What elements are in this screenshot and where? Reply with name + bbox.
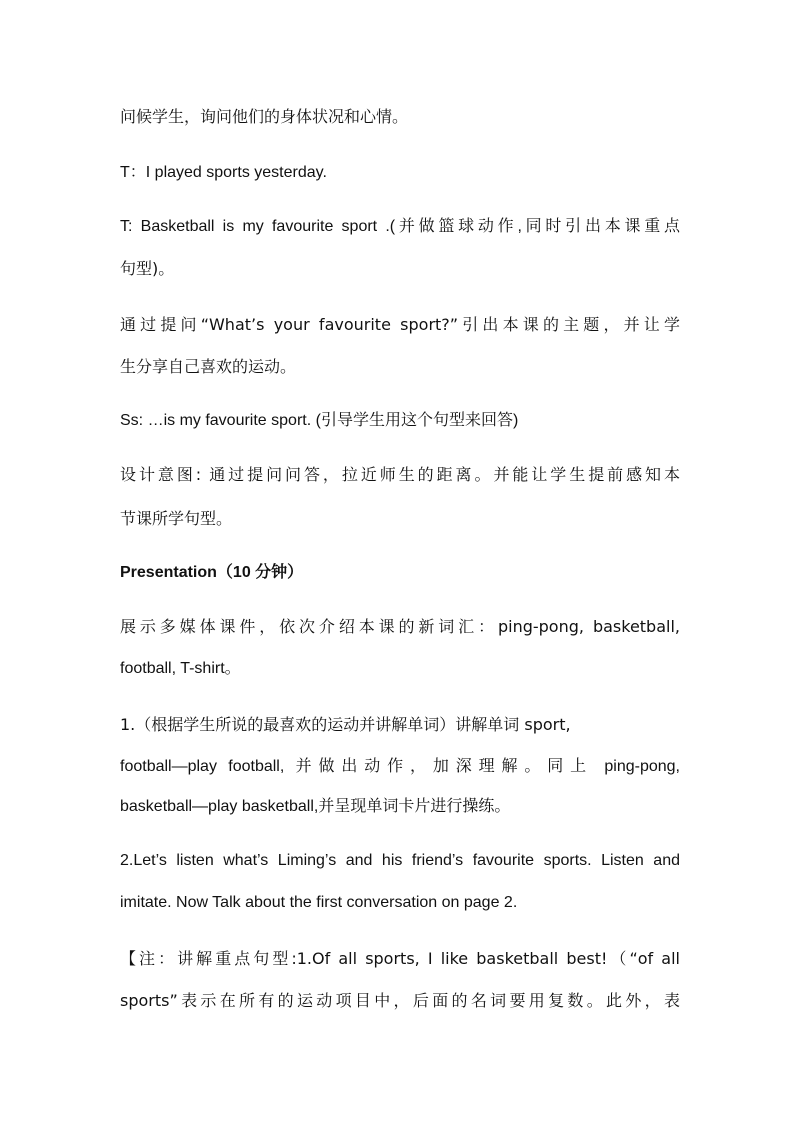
question-intro-line: 通过提问“What’s your favourite sport?”引出本课的主题，并让学	[120, 315, 680, 334]
section-heading-presentation: Presentation（10 分钟）	[120, 564, 304, 581]
note-line: 【注：讲解重点句型:1.Of all sports, I like basketball best!（“of all	[120, 949, 680, 968]
student-response-line: Ss: …is my favourite sport. (引导学生用这个句型来回答)	[120, 412, 519, 429]
step-1-line: 1.（根据学生所说的最喜欢的运动并讲解单词）讲解单词 sport,	[120, 715, 571, 734]
teacher-line-2: T: Basketball is my favourite sport .(并做篮球动作,同时引出本课重点	[120, 218, 680, 235]
step-1-continuation-2: basketball—play basketball,并呈现单词卡片进行操练。	[120, 798, 511, 815]
note-continuation: sports”表示在所有的运动项目中，后面的名词要用复数。此外，表	[120, 991, 680, 1010]
design-intent-continuation: 节课所学句型。	[120, 509, 233, 528]
question-intro-continuation: 生分享自己喜欢的运动。	[120, 357, 297, 376]
vocabulary-intro-line: 展示多媒体课件，依次介绍本课的新词汇：ping-pong, basketball,	[120, 617, 680, 636]
step-1-continuation-1: football—play football, 并做出动作，加深理解。同上 ping-pong,	[120, 758, 680, 775]
vocabulary-intro-continuation: football, T-shirt。	[120, 660, 241, 677]
teacher-line-1: T：I played sports yesterday.	[120, 164, 327, 181]
step-2-continuation: imitate. Now Talk about the first conversation on page 2.	[120, 894, 518, 911]
design-intent-line: 设计意图: 通过提问问答，拉近师生的距离。并能让学生提前感知本	[120, 465, 680, 484]
step-2-line: 2.Let’s listen what’s Liming’s and his friend’s favourite sports. Listen and	[120, 852, 680, 869]
teacher-line-2-continuation: 句型)。	[120, 259, 175, 278]
intro-greeting-line: 问候学生，询问他们的身体状况和心情。	[120, 107, 409, 126]
